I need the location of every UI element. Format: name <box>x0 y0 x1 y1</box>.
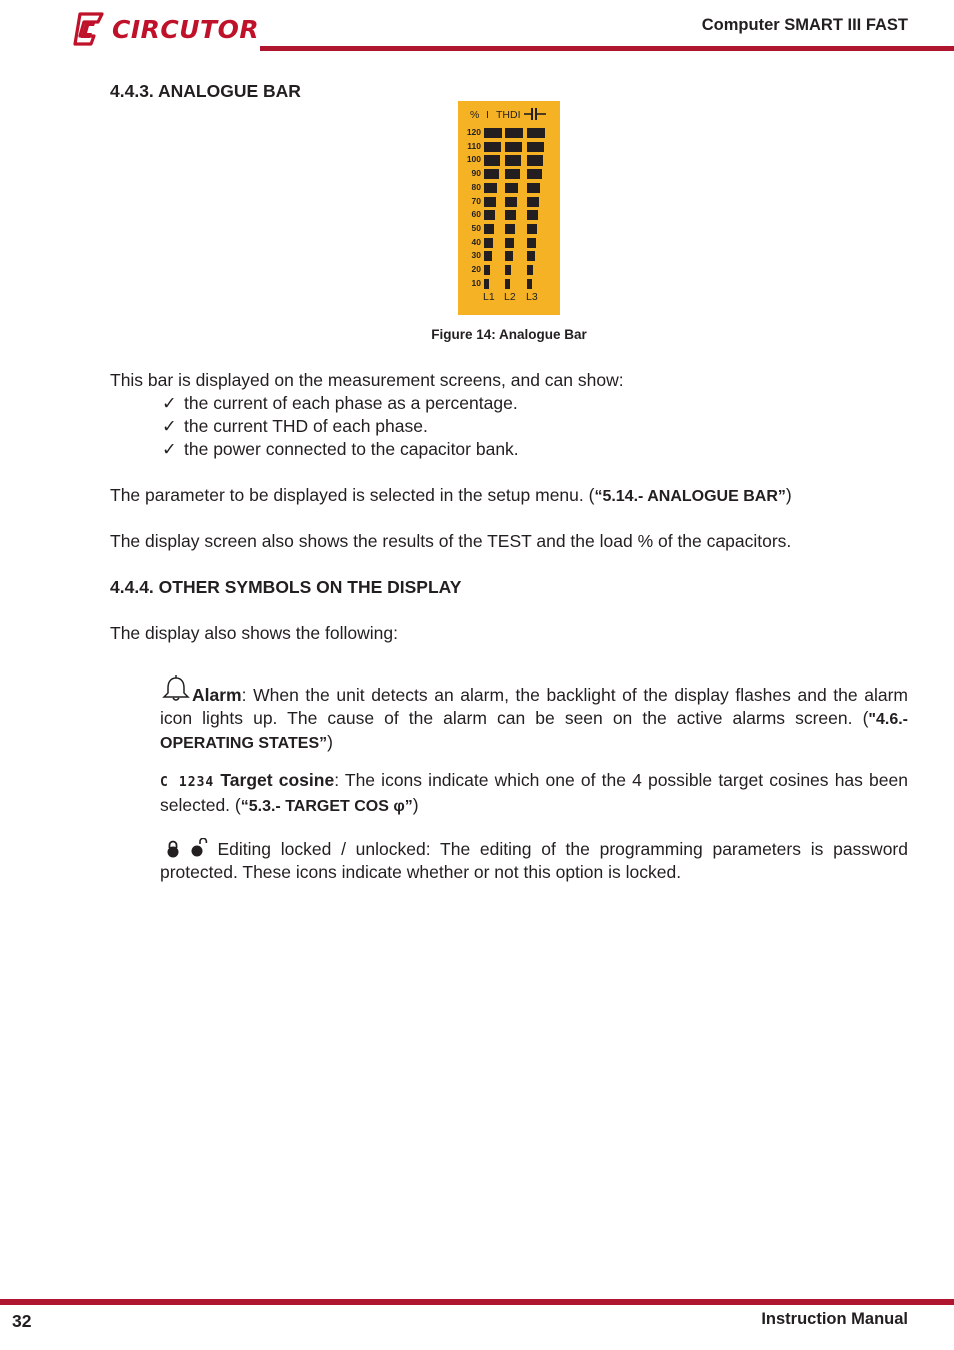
cross-reference[interactable]: “5.3.- TARGET COS φ” <box>240 798 413 815</box>
cross-reference[interactable]: “5.14.- ANALOGUE BAR” <box>594 488 786 505</box>
section-heading-other-symbols: 4.4.4. OTHER SYMBOLS ON THE DISPLAY <box>110 577 462 597</box>
lcd-phase-l3: L3 <box>526 291 538 303</box>
lcd-bar-segment <box>484 224 494 234</box>
figure-caption: Figure 14: Analogue Bar <box>431 327 587 342</box>
logo-wordmark: CIRCUTOR <box>112 14 260 44</box>
lcd-scale-label: 120 <box>466 127 481 137</box>
lcd-scale-label: 20 <box>471 264 481 274</box>
lcd-bar-segment <box>505 155 521 165</box>
lcd-bar-segment <box>505 210 516 220</box>
check-icon: ✓ <box>162 439 177 459</box>
lcd-bar-segment <box>527 279 532 289</box>
lcd-bar-segment <box>484 183 497 193</box>
list-item: ✓ the current THD of each phase. <box>162 416 428 436</box>
header-divider <box>260 46 954 51</box>
lcd-scale-label: 30 <box>471 250 481 261</box>
lcd-bar-segment <box>505 169 520 179</box>
lcd-bar-segment <box>527 210 538 220</box>
lcd-bar-segment <box>527 224 537 234</box>
lcd-phase-l2: L2 <box>504 291 516 303</box>
lcd-bar-segment <box>527 142 544 152</box>
lcd-bar-segment <box>484 279 489 289</box>
lcd-bar-segment <box>527 251 535 261</box>
lcd-scale-label: 100 <box>466 154 481 165</box>
lcd-bar-segment <box>484 128 502 138</box>
test-paragraph: The display screen also shows the results of the TEST and the load % of the capacitors. <box>110 531 792 551</box>
bell-icon <box>160 675 192 703</box>
target-cosine-icon: C 1234 <box>160 775 215 790</box>
lcd-bar-segment <box>527 169 542 179</box>
lcd-bar-segment <box>527 128 545 138</box>
analogue-bar-list <box>162 392 519 461</box>
lcd-scale-label: 70 <box>471 195 481 206</box>
lcd-bar-segment <box>505 197 517 207</box>
page-number: 32 <box>12 1311 32 1331</box>
lcd-bar-segment <box>505 238 514 248</box>
lcd-scale-label: 110 <box>467 140 481 151</box>
list-item: ✓ the power connected to the capacitor bank. <box>162 439 519 459</box>
capacitor-icon <box>524 107 546 121</box>
lock-paragraph: Editing locked / unlocked: The editing of the programming parameters is password protected. These icons indicate whether or not this option is locked. <box>160 839 908 882</box>
lcd-scale-label: 90 <box>471 168 481 179</box>
lcd-bar-segment <box>527 197 539 207</box>
target-cosine-paragraph: C 1234 Target cosine: The icons indicate which one of the 4 possible target cosines has been selected. (“5.3.- TARGET COS φ”) <box>160 770 908 815</box>
lcd-bar-segment <box>484 142 501 152</box>
lcd-bar-segment <box>484 251 492 261</box>
list-item: ✓ the current of each phase as a percentage. <box>162 393 518 413</box>
other-symbols-intro: The display also shows the following: <box>110 623 398 643</box>
lcd-bar-segment <box>484 169 499 179</box>
analogue-bar-figure <box>458 101 560 315</box>
lock-closed-icon <box>166 840 180 858</box>
footer-divider <box>0 1299 954 1305</box>
lcd-thdi-label: THDI <box>496 109 521 121</box>
lcd-current-label: I <box>486 109 489 121</box>
lcd-bar-segment <box>484 265 490 275</box>
lcd-bar-segment <box>527 155 543 165</box>
alarm-paragraph: Alarm: When the unit detects an alarm, the backlight of the display flashes and the alarm icon lights up. The cause of the alarm can be seen on the active alarms screen. ("4.6.- OPERATING STATES”) <box>160 675 908 755</box>
analogue-bar-intro: This bar is displayed on the measurement screens, and can show: <box>110 370 624 390</box>
lcd-bar-segment <box>505 279 510 289</box>
lcd-bar-segment <box>484 155 500 165</box>
lcd-scale-label: 10 <box>471 277 481 288</box>
footer-title: Instruction Manual <box>761 1310 908 1328</box>
lcd-bar-segment <box>484 210 495 220</box>
lcd-scale-label: 40 <box>471 236 481 247</box>
lcd-bar-segment <box>484 197 496 207</box>
lcd-bar-segment <box>484 238 493 248</box>
lcd-bar-segment <box>505 128 523 138</box>
lcd-bar-segment <box>527 238 536 248</box>
lcd-bar-segment <box>505 224 515 234</box>
lcd-bar-segment <box>527 265 533 275</box>
section-heading-analogue-bar: 4.4.3. ANALOGUE BAR <box>110 81 301 101</box>
lcd-phase-l1: L1 <box>483 291 495 303</box>
lcd-scale-label: 50 <box>471 222 481 233</box>
lcd-bar-segment <box>505 183 518 193</box>
lcd-bar-segment <box>527 183 540 193</box>
lock-open-icon <box>190 838 208 858</box>
lcd-bar-segment <box>505 265 511 275</box>
lcd-scale-label: 60 <box>471 209 481 220</box>
check-icon: ✓ <box>162 416 177 436</box>
cross-reference[interactable]: "4.6.- OPERATING STATES” <box>160 711 908 752</box>
setup-menu-paragraph: The parameter to be displayed is selected in the setup menu. (“5.14.- ANALOGUE BAR”) <box>110 485 792 505</box>
lcd-percent-label: % <box>470 109 480 121</box>
lcd-bar-segment <box>505 251 513 261</box>
lcd-scale-label: 80 <box>471 181 481 192</box>
circutor-logo <box>72 12 259 46</box>
check-icon: ✓ <box>162 393 177 413</box>
document-title: Computer SMART III FAST <box>701 16 908 34</box>
lcd-bar-segment <box>505 142 522 152</box>
circutor-logo-icon <box>72 12 106 46</box>
